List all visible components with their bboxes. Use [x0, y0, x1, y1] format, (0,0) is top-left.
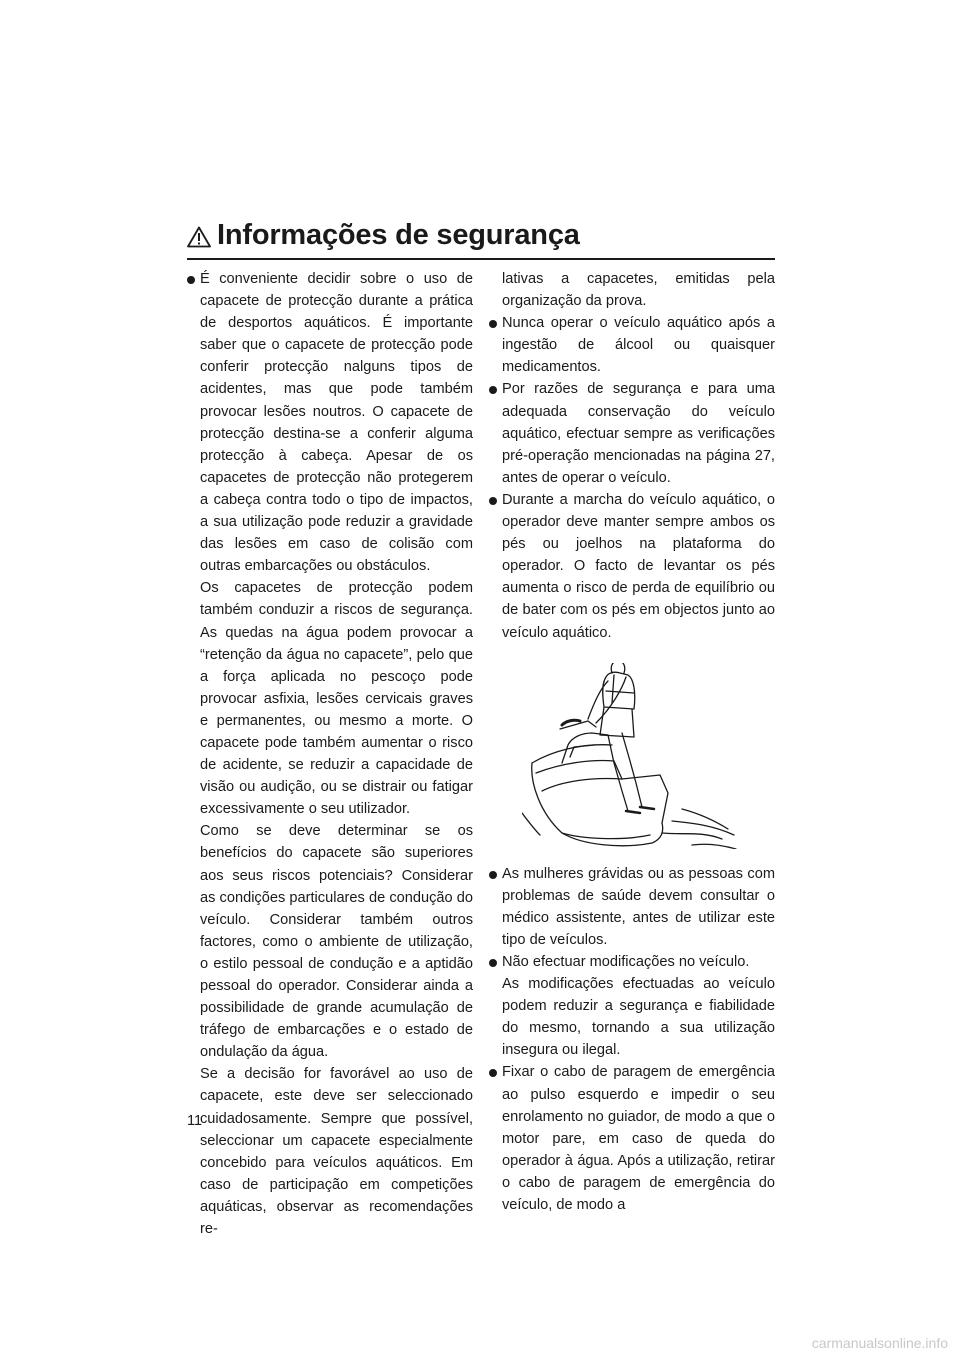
jetski-rider-illustration — [522, 663, 744, 849]
paragraph-helmet-benefits: Como se deve determinar se os benefícios do capacete são superiores aos seus riscos potenciais? Considerar as condições particulares de condução do veículo. Considerar também outros factores, como o ambiente de utilização, o estilo pessoal de condução e a aptidão pessoal do operador. Considerar ainda a possibilidade de grande acumulação de tráfego de embarcações e o estado de ondulação da água. — [200, 823, 473, 1061]
bullet-engine-stop-lanyard — [489, 1061, 775, 1216]
page-title: Informações de segurança — [217, 219, 580, 251]
bullet-helmet — [187, 268, 473, 577]
page-number: 11 — [187, 1113, 203, 1129]
page-header — [187, 219, 775, 260]
bullet-no-modifications — [489, 951, 775, 973]
bullet-text: Durante a marcha do veículo aquático, o operador deve manter sempre ambos os pés ou joelhos na plataforma do operador. O facto de levantar os pés aumenta o risco de perda de equilíbrio ou de bater com os pés em objectos junto ao veículo aquático. — [502, 491, 775, 641]
right-column — [489, 268, 775, 1216]
bullet-text: Não efectuar modificações no veículo. — [502, 953, 750, 970]
bullet-text: Nunca operar o veículo aquático após a ingestão de álcool ou quaisquer medicamentos. — [502, 315, 775, 376]
bullet-text: Fixar o cabo de paragem de emergência ao pulso esquerdo e impedir o seu enrolamento no guiador, de modo a que o motor pare, em caso de queda do operador à água. Após a utilização, retirar o cabo de paragem de emergência do veículo, de modo a — [502, 1064, 775, 1213]
bullet-pregnant-health — [489, 863, 775, 951]
bullet-preoperation — [489, 378, 775, 488]
bullet-dot — [187, 276, 195, 284]
bullet-dot — [489, 959, 497, 967]
paragraph-helmet-selection: Se a decisão for favorável ao uso de capacete, este deve ser seleccionado cuidadosamente. Sempre que possível, seleccionar um capacete especialmente concebido para veículos aquáticos. Em caso de participação em competições aquáticas, observar as recomendações re- — [200, 1066, 473, 1238]
bullet-text: As mulheres grávidas ou as pessoas com problemas de saúde devem consultar o médico assistente, antes de utilizar este tipo de veículos. — [502, 865, 775, 948]
left-column — [187, 268, 473, 1240]
paragraph-continuation: lativas a capacetes, emitidas pela organização da prova. — [502, 271, 775, 310]
bullet-dot — [489, 386, 497, 394]
bullet-text: É conveniente decidir sobre o uso de capacete de protecção durante a prática de desportos aquáticos. É importante saber que o capacete de protecção pode conferir protecção nalguns tipos de acidentes, mas que pode também provocar lesões noutros. O capacete de protecção destina-se a conferir alguma protecção à cabeça. Apesar de os capacetes de protecção não protegerem a cabeça contra todo o tipo de impactos, a sua utilização pode reduzir a gravidade das lesões em caso de colisão com outras embarcações ou obstáculos. — [200, 271, 473, 575]
bullet-alcohol — [489, 312, 775, 378]
footer-watermark: carmanualsonline.info — [811, 1335, 948, 1351]
bullet-feet-on-platform — [489, 489, 775, 644]
bullet-dot — [489, 871, 497, 879]
paragraph-modifications: As modificações efectuadas ao veículo podem reduzir a segurança e fiabilidade do mesmo, tornando a sua utilização insegura ou ilegal. — [502, 976, 775, 1059]
paragraph-helmet-risks: Os capacetes de protecção podem também conduzir a riscos de segurança. As quedas na água podem provocar a “retenção da água no capacete”, pelo que a força aplicada no pescoço pode provocar asfixia, lesões cervicais graves e permanentes, ou mesmo a morte. O capacete pode também aumentar o risco de acidente, se reduzir a capacidade de visão ou audição, ou se distrair ou fatigar excessivamente o seu utilizador. — [200, 580, 473, 818]
bullet-dot — [489, 320, 497, 328]
bullet-text: Por razões de segurança e para uma adequada conservação do veículo aquático, efectuar sempre as verificações pré-operação mencionadas na página 27, antes de operar o veículo. — [502, 381, 775, 486]
bullet-dot — [489, 497, 497, 505]
warning-triangle-icon — [187, 226, 211, 248]
bullet-dot — [489, 1069, 497, 1077]
